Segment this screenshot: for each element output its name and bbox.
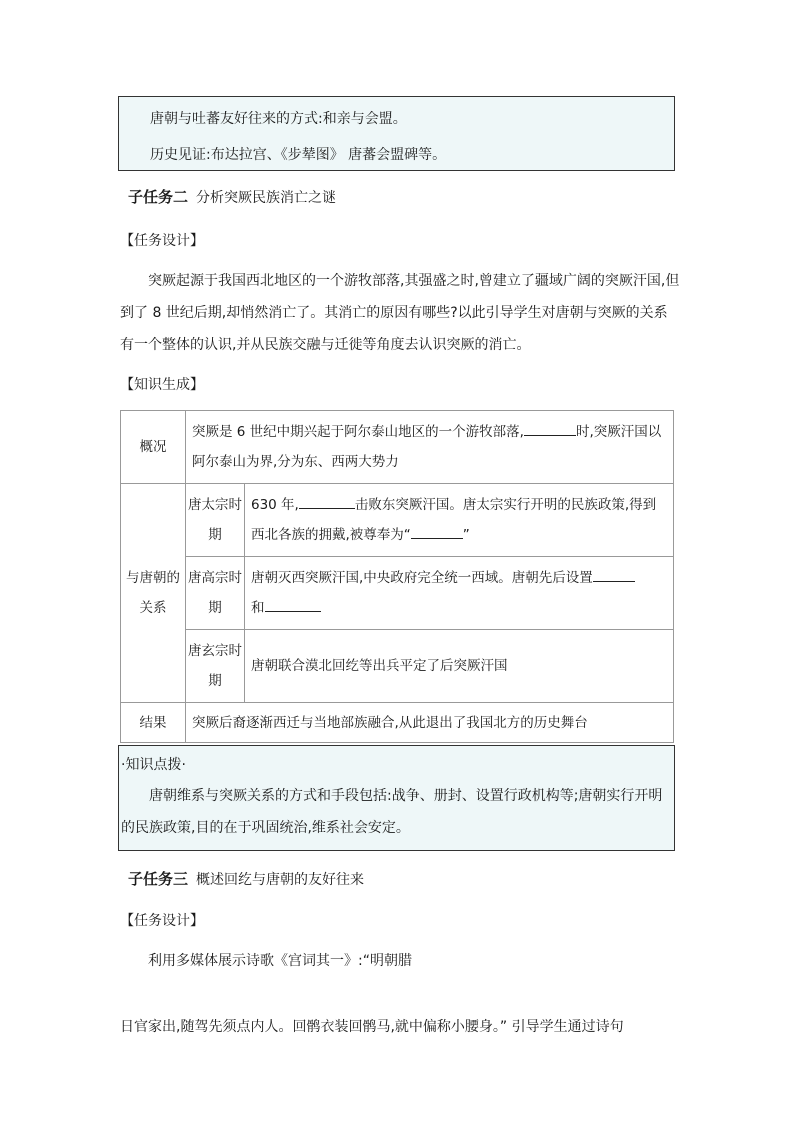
- task-design-text-2b: 日官家出,随驾先须点内人。回鹘衣装回鹘马,就中偏称小腰身。” 引导学生通过诗句: [120, 1019, 624, 1035]
- period-cell-taizong: [245, 484, 674, 557]
- period-cell-xuanzong: 唐朝联合漠北回纥等出兵平定了后突厥汗国: [245, 630, 674, 703]
- taizong-blank-1: [299, 493, 355, 509]
- tubo-friendship-line: 唐朝与吐蕃友好往来的方式:和亲与会盟。: [150, 111, 407, 127]
- subtask2-label: 子任务二: [128, 188, 189, 206]
- period-name-taizong: 唐太宗时期: [186, 484, 245, 557]
- taizong-text-a: 630 年,: [251, 497, 299, 513]
- result-header: 结果: [121, 703, 186, 743]
- taizong-blank-2: [411, 523, 463, 539]
- subtask2-title: 分析突厥民族消亡之谜: [196, 190, 337, 206]
- taizong-text-b: 击败东突厥汗国。唐太宗实行开明的民族政策,得到西北各族的拥戴,被尊奉为“: [251, 497, 657, 543]
- gaozong-text-a: 唐朝灭西突厥汗国,中央政府完全统一西域。唐朝先后设置: [251, 570, 593, 586]
- subtask3-heading: [128, 868, 364, 891]
- result-row: [121, 703, 674, 743]
- overview-cell: [186, 411, 674, 484]
- period-name-gaozong: 唐高宗时期: [186, 557, 245, 630]
- knowledge-label: 【知识生成】: [120, 377, 204, 393]
- relation-header: 与唐朝的关系: [121, 484, 186, 703]
- knowledge-tip-box: [118, 745, 675, 851]
- overview-row: [121, 411, 674, 484]
- tip-title: ·知识点拨·: [121, 757, 186, 773]
- gaozong-blank-2: [265, 596, 321, 612]
- overview-text-after: 时,突厥汗国以阿尔泰山为界,分为东、西两大势力: [192, 424, 662, 470]
- subtask3-label: 子任务三: [128, 870, 189, 888]
- tip-text: 唐朝维系与突厥关系的方式和手段包括:战争、册封、设置行政机构等;唐朝实行开明的民族政策,目的在于巩固统治,维系社会安定。: [121, 788, 663, 836]
- task-design-label-2: 【任务设计】: [120, 913, 204, 929]
- friendship-summary-box: [118, 96, 675, 171]
- subtask3-title: 概述回纥与唐朝的友好往来: [196, 872, 365, 888]
- gaozong-blank-1: [593, 566, 635, 582]
- overview-text-before: 突厥是 6 世纪中期兴起于阿尔泰山地区的一个游牧部落,: [192, 424, 524, 440]
- overview-header: 概况: [121, 411, 186, 484]
- period-name-xuanzong: 唐玄宗时期: [186, 630, 245, 703]
- subtask2-heading: [128, 186, 336, 209]
- overview-blank: [524, 420, 576, 436]
- knowledge-table: [120, 410, 674, 743]
- period-row-xuanzong: [121, 630, 674, 703]
- period-cell-gaozong: [245, 557, 674, 630]
- task-design-text-2a: 利用多媒体展示诗歌《宫词其一》:“明朝腊: [148, 953, 412, 969]
- historical-evidence-line: 历史见证:布达拉宫、《步辇图》 唐蕃会盟碑等。: [150, 147, 447, 163]
- period-row-gaozong: [121, 557, 674, 630]
- period-row-taizong: [121, 484, 674, 557]
- taizong-text-c: ”: [462, 527, 470, 543]
- result-cell: 突厥后裔逐渐西迁与当地部族融合,从此退出了我国北方的历史舞台: [186, 703, 674, 743]
- gaozong-text-b: 和: [251, 600, 265, 616]
- task-design-label-1: 【任务设计】: [120, 233, 204, 249]
- task-design-text-1: 突厥起源于我国西北地区的一个游牧部落,其强盛之时,曾建立了疆域广阔的突厥汗国,但到了 8 世纪后期,却悄然消亡了。其消亡的原因有哪些?以此引导学生对唐朝与突厥的关系有一个整体的认识,并从民族交融与迁徙等角度去认识突厥的消亡。: [120, 273, 680, 353]
